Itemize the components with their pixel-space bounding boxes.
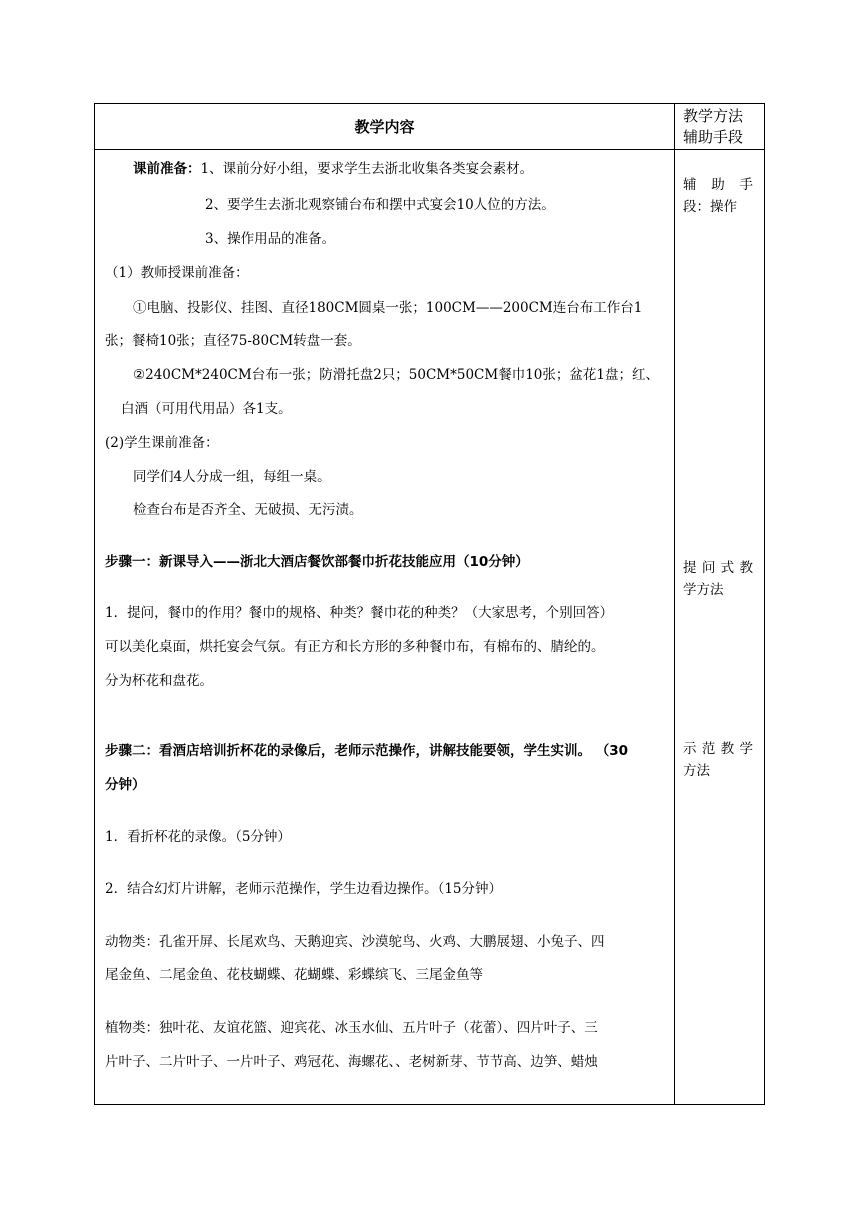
aid-note-b: 段：操作 xyxy=(683,199,737,215)
teacher-prep-item1a: ①电脑、投影仪、挂图、直径180CM圆桌一张；100CM——200CM连台布工作台1 xyxy=(133,300,643,316)
content-header: 教学内容 xyxy=(354,118,415,136)
question-method-note xyxy=(683,557,753,601)
prep-item1: 1、课前分好小组，要求学生去浙北收集各类宴会素材。 xyxy=(200,161,534,177)
prep-item2: 2、要学生去浙北观察铺台布和摆中式宴会10人位的方法。 xyxy=(205,197,555,213)
student-prep-item1: 同学们4人分成一组，每组一桌。 xyxy=(133,469,331,485)
question-method-b: 学方法 xyxy=(683,582,724,598)
demo-method-a: 示 范 教 学 xyxy=(683,741,753,757)
step1-line1: 1．提问，餐巾的作用？餐巾的规格、种类？餐巾花的种类？（大家思考，个别回答） xyxy=(105,605,614,621)
teacher-prep-title: （1）教师授课前准备： xyxy=(105,265,249,281)
column-divider xyxy=(674,104,675,1104)
teacher-prep-item2a: ②240CM*240CM台布一张；防滑托盘2只；50CM*50CM餐巾10张；盆花1盘；红、 xyxy=(133,367,659,383)
plant-list-b: 片叶子、二片叶子、一片叶子、鸡冠花、海螺花、、老树新芽、节节高、边笋、蜡烛 xyxy=(105,1054,598,1070)
step1-line3: 分为杯花和盘花。 xyxy=(105,673,213,689)
method-header-line1: 教学方法 xyxy=(683,107,744,125)
step1-title: 步骤一：新课导入——浙北大酒店餐饮部餐巾折花技能应用（10分钟） xyxy=(105,554,529,570)
demo-method-b: 方法 xyxy=(683,763,710,779)
prep-label: 课前准备： xyxy=(133,161,201,177)
step2-title-a: 步骤二：看酒店培训折杯花的录像后，老师示范操作，讲解技能要领，学生实训。 （30 xyxy=(105,743,628,759)
demo-method-note xyxy=(683,738,753,782)
method-header-line2: 辅助手段 xyxy=(683,128,744,146)
step2-title-b: 分钟） xyxy=(105,777,146,793)
student-prep-title: (2)学生课前准备： xyxy=(105,435,219,451)
teacher-prep-item1b: 张；餐椅10张；直径75-80CM转盘一套。 xyxy=(105,333,361,349)
step1-line2: 可以美化桌面，烘托宴会气氛。有正方和长方形的多种餐巾布，有棉布的、腈纶的。 xyxy=(105,639,605,655)
method-header xyxy=(683,106,743,148)
animal-list-b: 尾金鱼、二尾金鱼、花枝蝴蝶、花蝴蝶、彩蝶缤飞、三尾金鱼等 xyxy=(105,967,483,983)
aid-note-a: 辅 助 手 xyxy=(683,177,753,193)
step2-line2: 2．结合幻灯片讲解，老师示范操作，学生边看边操作。（15分钟） xyxy=(105,881,503,897)
question-method-a: 提 问 式 教 xyxy=(683,560,753,576)
header-divider xyxy=(95,149,764,150)
step2-line1: 1．看折杯花的录像。（5分钟） xyxy=(105,829,291,845)
animal-list-a: 动物类：孔雀开屏、长尾欢鸟、天鹅迎宾、沙漠鸵鸟、火鸡、大鹏展翅、小兔子、四 xyxy=(105,934,605,950)
prep-item3: 3、操作用品的准备。 xyxy=(205,231,336,247)
prep-line1 xyxy=(133,160,533,178)
teacher-prep-item2b: 白酒（可用代用品）各1支。 xyxy=(121,401,292,417)
plant-list-a: 植物类：独叶花、友谊花篮、迎宾花、冰玉水仙、五片叶子（花蕾）、四片叶子、三 xyxy=(105,1020,598,1036)
student-prep-item2: 检查台布是否齐全、无破损、无污渍。 xyxy=(133,502,363,518)
aid-note xyxy=(683,174,753,218)
lesson-table xyxy=(94,103,765,1105)
